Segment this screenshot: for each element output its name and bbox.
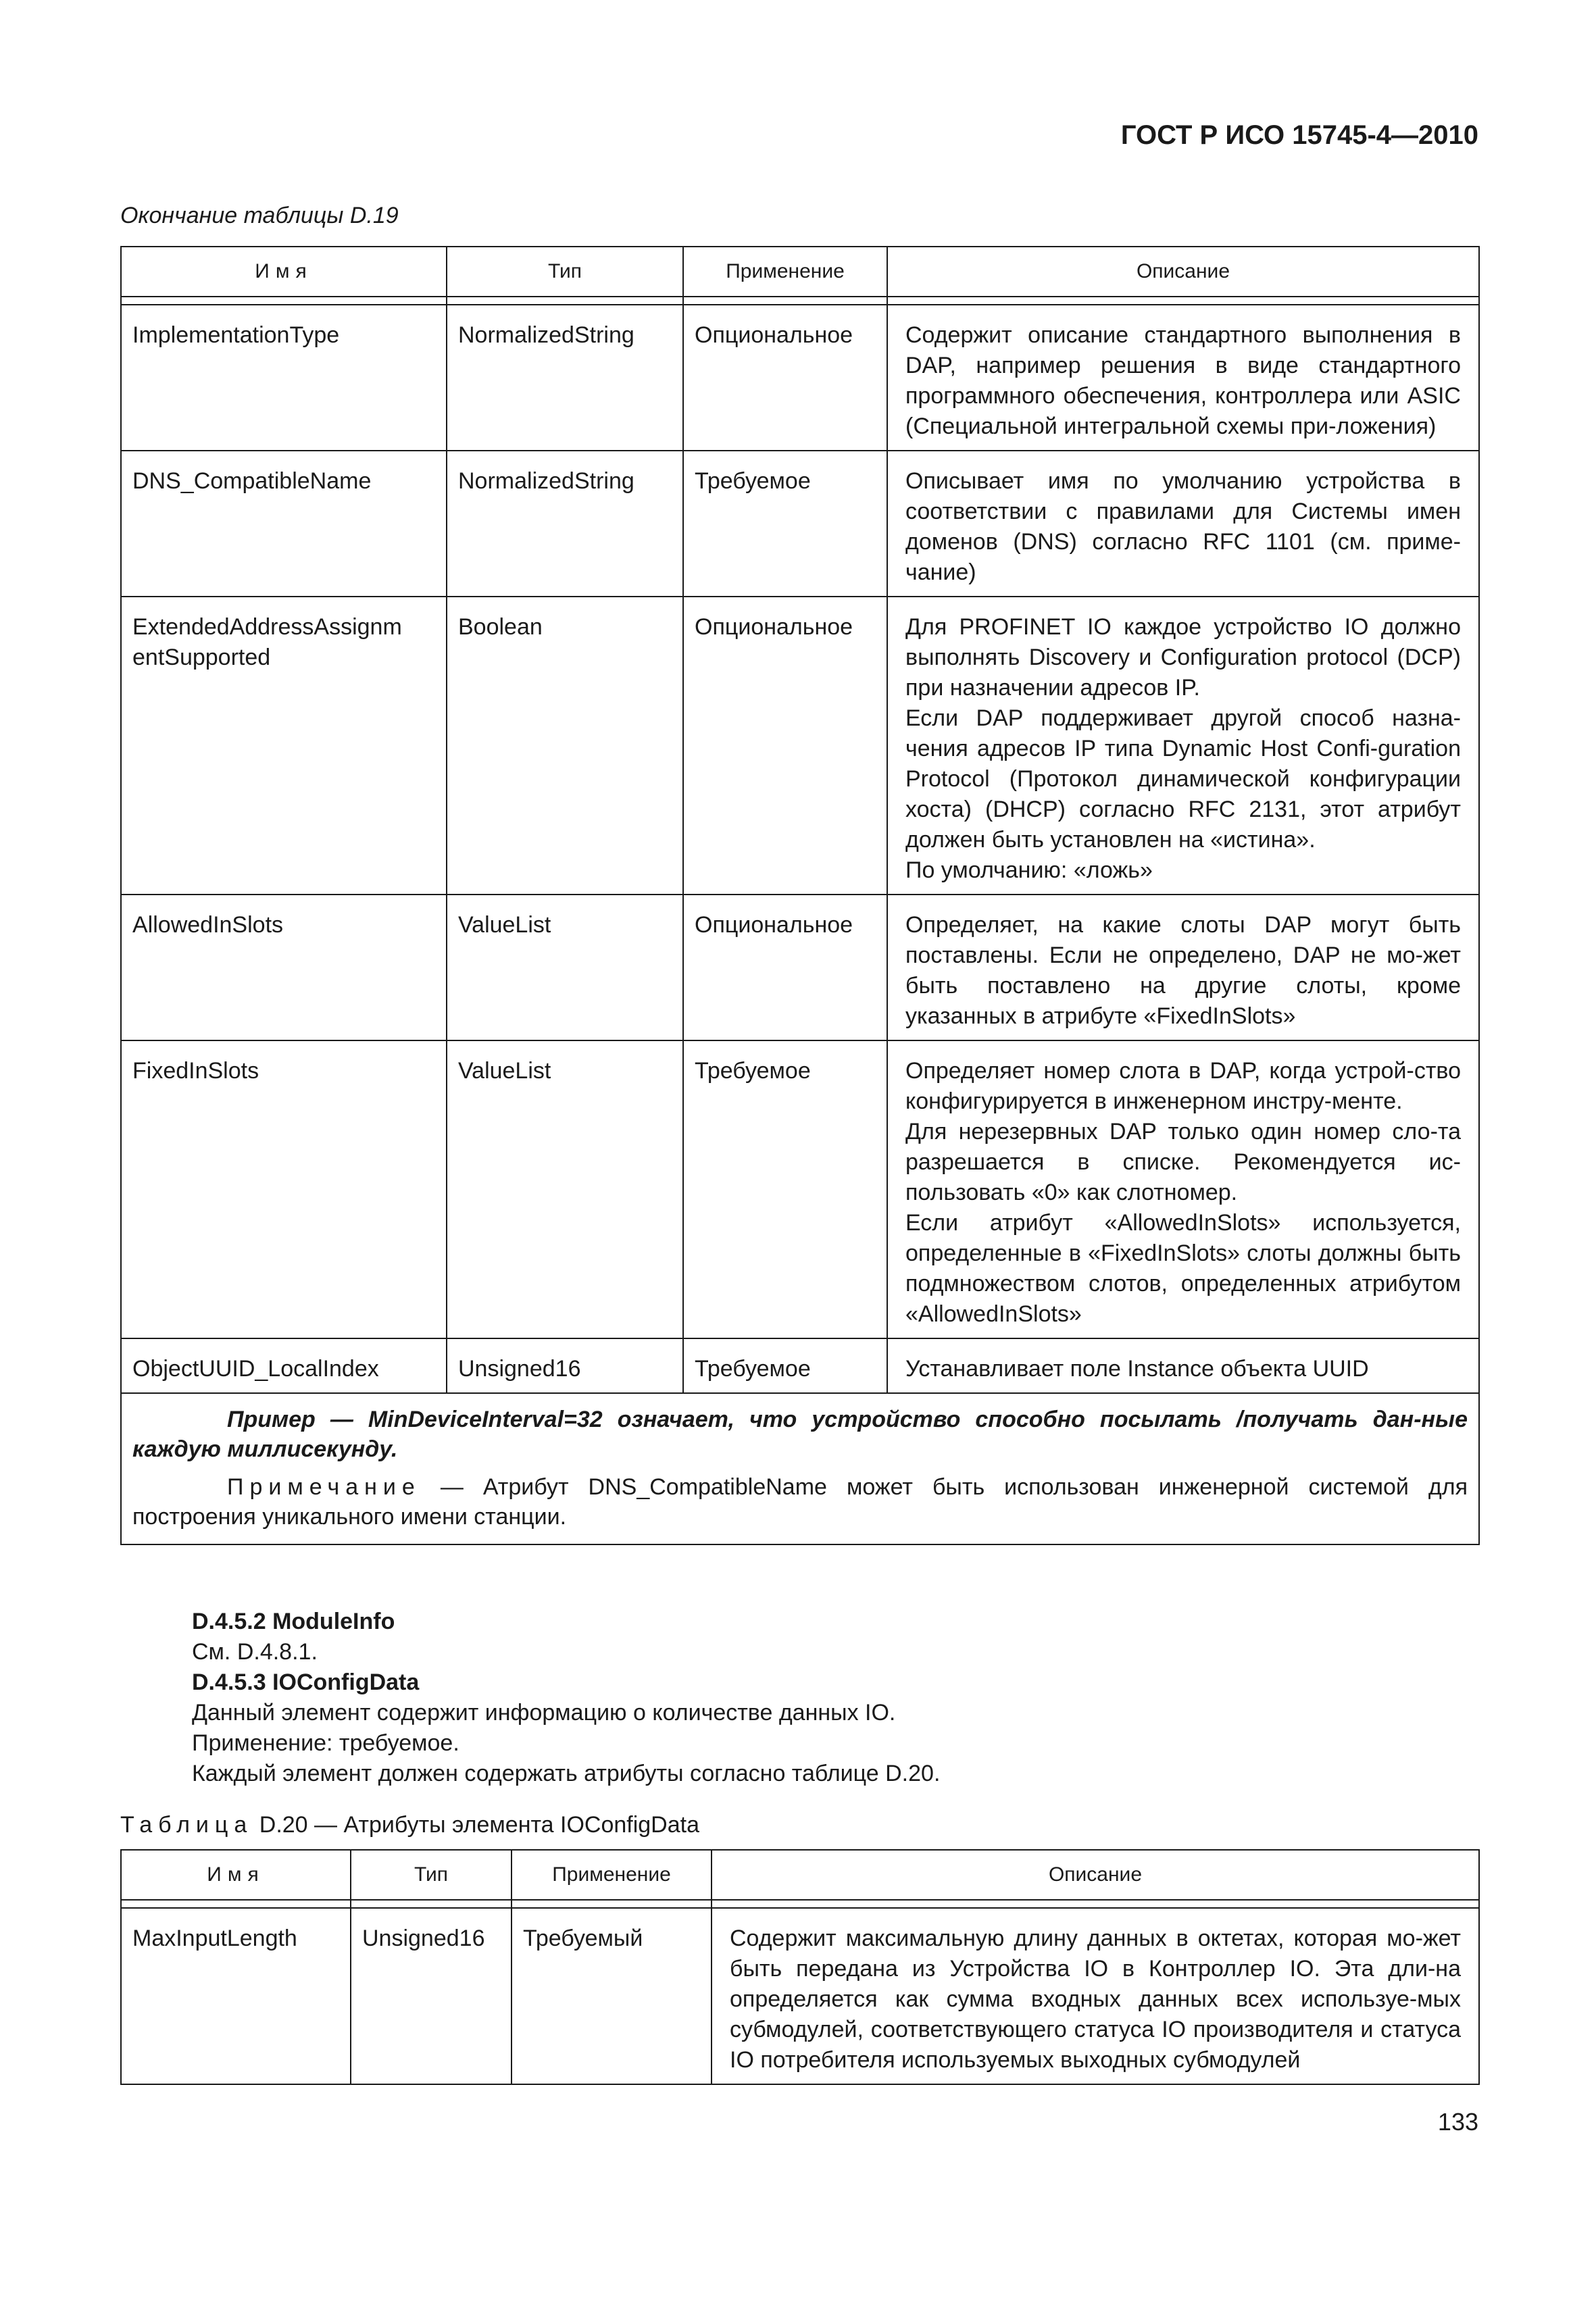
page-number: 133 [1437,2108,1478,2136]
table-notes [121,1393,1479,1544]
table-row [121,1908,1479,2084]
table-row [121,1040,1479,1338]
document-code-header: ГОСТ Р ИСО 15745-4—2010 [1120,120,1478,150]
example-text: Пример — MinDeviceInterval=32 означает, что устройство способно посылать /получать дан-ные каждую миллисекунду. [132,1407,1468,1462]
cell-name: ImplementationType [121,305,447,451]
section-d452-heading: D.4.5.2 ModuleInfo [192,1609,395,1634]
section-d452-reference: См. D.4.8.1. [192,1639,318,1665]
column-header-usage: Применение [512,1850,712,1900]
section-d453-text-1: Данный элемент содержит информацию о количестве данных IO. [192,1700,896,1726]
cell-name: AllowedInSlots [121,895,447,1040]
description-paragraph: Для нерезервных DAP только один номер сло-та разрешается в списке. Рекомендуется ис-пользовать «0» как слотномер. [905,1119,1461,1205]
description-paragraph: Для PROFINET IO каждое устройство IO должно выполнять Discovery и Configuration protocol (DCP) при назначении адресов IP. [905,614,1461,701]
cell-type: Unsigned16 [351,1908,512,2084]
table-row [121,305,1479,451]
description-paragraph: Определяет, на какие слоты DAP могут быть поставлены. Если не определено, DAP не мо-жет быть поставлено на другие слоты, кроме указанных в атрибуте «FixedInSlots» [905,912,1461,1029]
description-paragraph: Описывает имя по умолчанию устройства в соответствии с правилами для Системы имен доменов (DNS) согласно RFC 1101 (см. приме-чание) [905,468,1461,585]
table-body [121,1908,1479,2084]
section-d453-heading: D.4.5.3 IOConfigData [192,1669,420,1695]
description-paragraph: По умолчанию: «ложь» [905,857,1153,883]
description-paragraph: Содержит описание стандартного выполнения в DAP, например решения в виде стандартного программного обеспечения, контроллера или ASIC (Специальной интегральной схемы при-ложения) [905,322,1461,439]
description-paragraph: Содержит максимальную длину данных в октетах, которая мо-жет быть передана из Устройства IO в Контроллер IO. Эта дли-на определяется как сумма входных данных всех используе-мых субмодулей, соответствующего статуса IO производителя и статуса IO потребителя используемых выходных субмодулей [730,1926,1461,2073]
note-label: Примечание [227,1474,421,1500]
table-continuation-caption: Окончание таблицы D.19 [120,203,399,228]
note-body: — Атрибут DNS_CompatibleName может быть использован инженерной системой для построения уникального имени станции. [132,1474,1468,1530]
cell-description [887,895,1479,1040]
note-text [132,1472,1468,1532]
cell-description [887,597,1479,895]
description-paragraph: Устанавливает поле Instance объекта UUID [905,1356,1369,1382]
cell-description [887,1338,1479,1393]
column-header-description: Описание [712,1850,1479,1900]
cell-type: ValueList [447,895,683,1040]
cell-description [712,1908,1479,2084]
table-body [121,305,1479,1393]
description-paragraph: Определяет номер слота в DAP, когда устрой-ство конфигурируется в инженерном инстру-менте. [905,1058,1461,1114]
cell-type: Boolean [447,597,683,895]
section-d453-text-3: Каждый элемент должен содержать атрибуты согласно таблице D.20. [192,1761,941,1786]
cell-name: FixedInSlots [121,1040,447,1338]
cell-usage: Опциональное [683,305,887,451]
description-paragraph: Если атрибут «AllowedInSlots» используется, определенные в «FixedInSlots» слоты должны быть подмножеством слотов, определенных атрибутом «AllowedInSlots» [905,1210,1461,1327]
column-header-name: Имя [121,1850,351,1900]
table-row [121,597,1479,895]
table-row [121,1338,1479,1393]
table-d20-caption: Таблица D.20 — Атрибуты элемента IOConfigData [120,1812,700,1838]
cell-description [887,451,1479,597]
column-header-type: Тип [351,1850,512,1900]
attributes-table-d20 [120,1849,1480,2085]
cell-type: Unsigned16 [447,1338,683,1393]
cell-usage: Требуемое [683,1040,887,1338]
cell-name: MaxInputLength [121,1908,351,2084]
cell-type: NormalizedString [447,451,683,597]
cell-type: ValueList [447,1040,683,1338]
cell-usage: Требуемое [683,451,887,597]
section-d453-text-2: Применение: требуемое. [192,1730,459,1756]
cell-name: DNS_CompatibleName [121,451,447,597]
cell-name: ObjectUUID_LocalIndex [121,1338,447,1393]
column-header-type: Тип [447,247,683,297]
cell-description [887,1040,1479,1338]
table-row [121,895,1479,1040]
table-row [121,451,1479,597]
cell-description [887,305,1479,451]
description-paragraph: Если DAP поддерживает другой способ назна-чения адресов IP типа Dynamic Host Confi-guration Protocol (Протокол динамической конфигурации хоста) (DHCP) согласно RFC 2131, этот атрибут должен быть установлен на «истина». [905,705,1461,853]
cell-name: ExtendedAddressAssignm entSupported [121,597,447,895]
cell-type: NormalizedString [447,305,683,451]
column-header-description: Описание [887,247,1479,297]
attributes-table-d19 [120,246,1480,1545]
cell-usage: Опциональное [683,597,887,895]
cell-usage: Опциональное [683,895,887,1040]
column-header-usage: Применение [683,247,887,297]
cell-usage: Требуемый [512,1908,712,2084]
column-header-name: Имя [121,247,447,297]
cell-usage: Требуемое [683,1338,887,1393]
